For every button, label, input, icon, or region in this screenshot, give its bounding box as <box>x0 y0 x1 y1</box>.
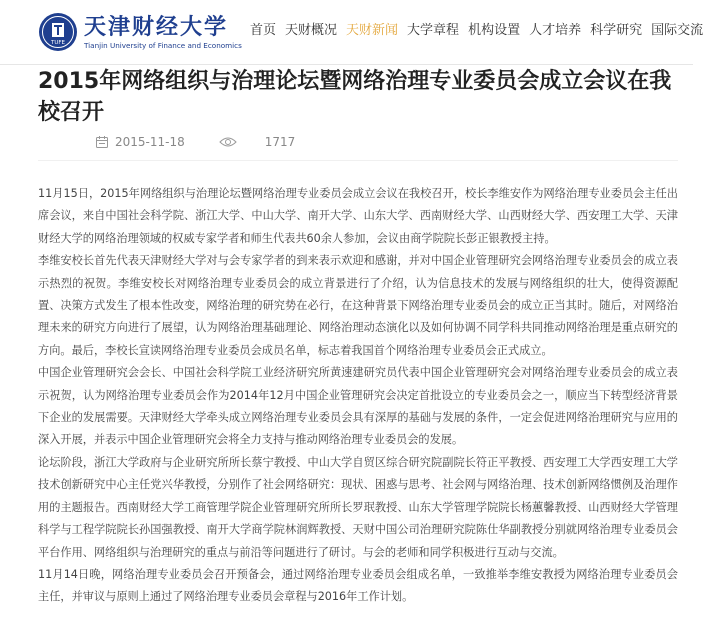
eye-icon <box>219 136 237 148</box>
article-paragraph: 11月14日晚，网络治理专业委员会召开预备会，通过网络治理专业委员会组成名单，一致推举李维安教授为网络治理专业委员会主任，并审议与原则上通过了网络治理专业委员会章程与2016年工作计划。 <box>38 567 678 604</box>
main-nav <box>250 21 712 41</box>
article-date: 2015-11-18 <box>115 135 185 149</box>
logo-english-name: Tianjin University of Finance and Economics <box>84 41 242 50</box>
article-title: 2015年网络组织与治理论坛暨网络治理专业委员会成立会议在我校召开 <box>38 69 672 125</box>
nav-international[interactable]: 国际交流 <box>651 23 704 38</box>
nav-home[interactable]: 首页 <box>250 23 277 38</box>
logo-chinese-name: 天津财经大学 <box>84 14 229 40</box>
article-paragraph: 论坛阶段，浙江大学政府与企业研究所所长蔡宁教授、中山大学自贸区综合研究院副院长符正平教授、西安理工大学西安理工大学技术创新研究中心主任党兴华教授，分别作了社会网络研究：现状、困惑与思考、社会网与网络治理、技术创新网络惯例及治理作用的主题报告。西南财经大学工商管理学院企业管理研究所所长罗珉教授、山东大学管理学院院长杨蕙馨教授、山西财经大学管理科学与工程学院院长孙国强教授、南开大学商学院林润辉教授、天财中国公司治理研究院陈仕华副教授分别就网络治理专业委员会平台作用、网络组织与治理研究的重点与前沿等问题进行了研讨。与会的老师和同学积极进行互动与交流。 <box>38 455 678 559</box>
calendar-icon <box>95 135 109 149</box>
nav-education[interactable]: 人才培养 <box>529 23 582 38</box>
seal-text: TUFE <box>50 40 66 46</box>
nav-overview[interactable]: 天财概况 <box>285 23 338 38</box>
article-paragraph: 中国企业管理研究会会长、中国社会科学院工业经济研究所黄速建研究员代表中国企业管理研究会对网络治理专业委员会的成立表示祝贺，认为网络治理专业委员会作为2014年12月中国企业管理研究会决定首批设立的专业委员会之一，顺应当下转型经济背景下企业的发展需要。天津财经大学牵头成立网络治理专业委员会具有深厚的基础与发展的条件，一定会促进网络治理研究与应用的深入开展，并表示中国企业管理研究会将全力支持与推动网络治理专业委员会的发展。 <box>38 366 678 447</box>
university-seal-icon <box>38 12 78 52</box>
divider <box>38 160 678 161</box>
article-body <box>38 183 678 609</box>
nav-charter[interactable]: 大学章程 <box>407 23 460 38</box>
nav-news[interactable]: 天财新闻 <box>346 23 399 38</box>
article-views: 1717 <box>264 135 296 149</box>
nav-departments[interactable]: 机构设置 <box>468 23 521 38</box>
nav-research[interactable]: 科学研究 <box>590 23 643 38</box>
article-paragraph: 11月15日，2015年网络组织与治理论坛暨网络治理专业委员会成立会议在我校召开，校长李维安作为网络治理专业委员会主任出席会议，来自中国社会科学院、浙江大学、中山大学、南开大学、山东大学、西南财经大学、山西财经大学、西安理工大学、天津财经大学的网络治理领域的权威专家学者和师生代表共60余人参加，会议由商学院院长彭正银教授主持。 <box>38 187 678 245</box>
site-header <box>0 0 704 65</box>
article-paragraph: 李维安校长首先代表天津财经大学对与会专家学者的到来表示欢迎和感谢，并对中国企业管理研究会网络治理专业委员会的成立表示热烈的祝贺。李维安校长对网络治理专业委员会的成立背景进行了介绍，认为信息技术的发展与网络组织的壮大，使得资源配置、决策方式发生了根本性改变，网络治理的研究势在必行，在这种背景下网络治理专业委员会的成立正当其时。随后，对网络治理未来的研究方向进行了展望，认为网络治理基础理论、网络治理动态演化以及如何协调不同学科共同推动网络治理是重点研究的方向。最后，李校长宣读网络治理专业委员会成员名单，标志着我国首个网络治理专业委员会正式成立。 <box>38 254 678 357</box>
site-logo[interactable] <box>38 12 242 52</box>
article-meta <box>95 135 295 149</box>
